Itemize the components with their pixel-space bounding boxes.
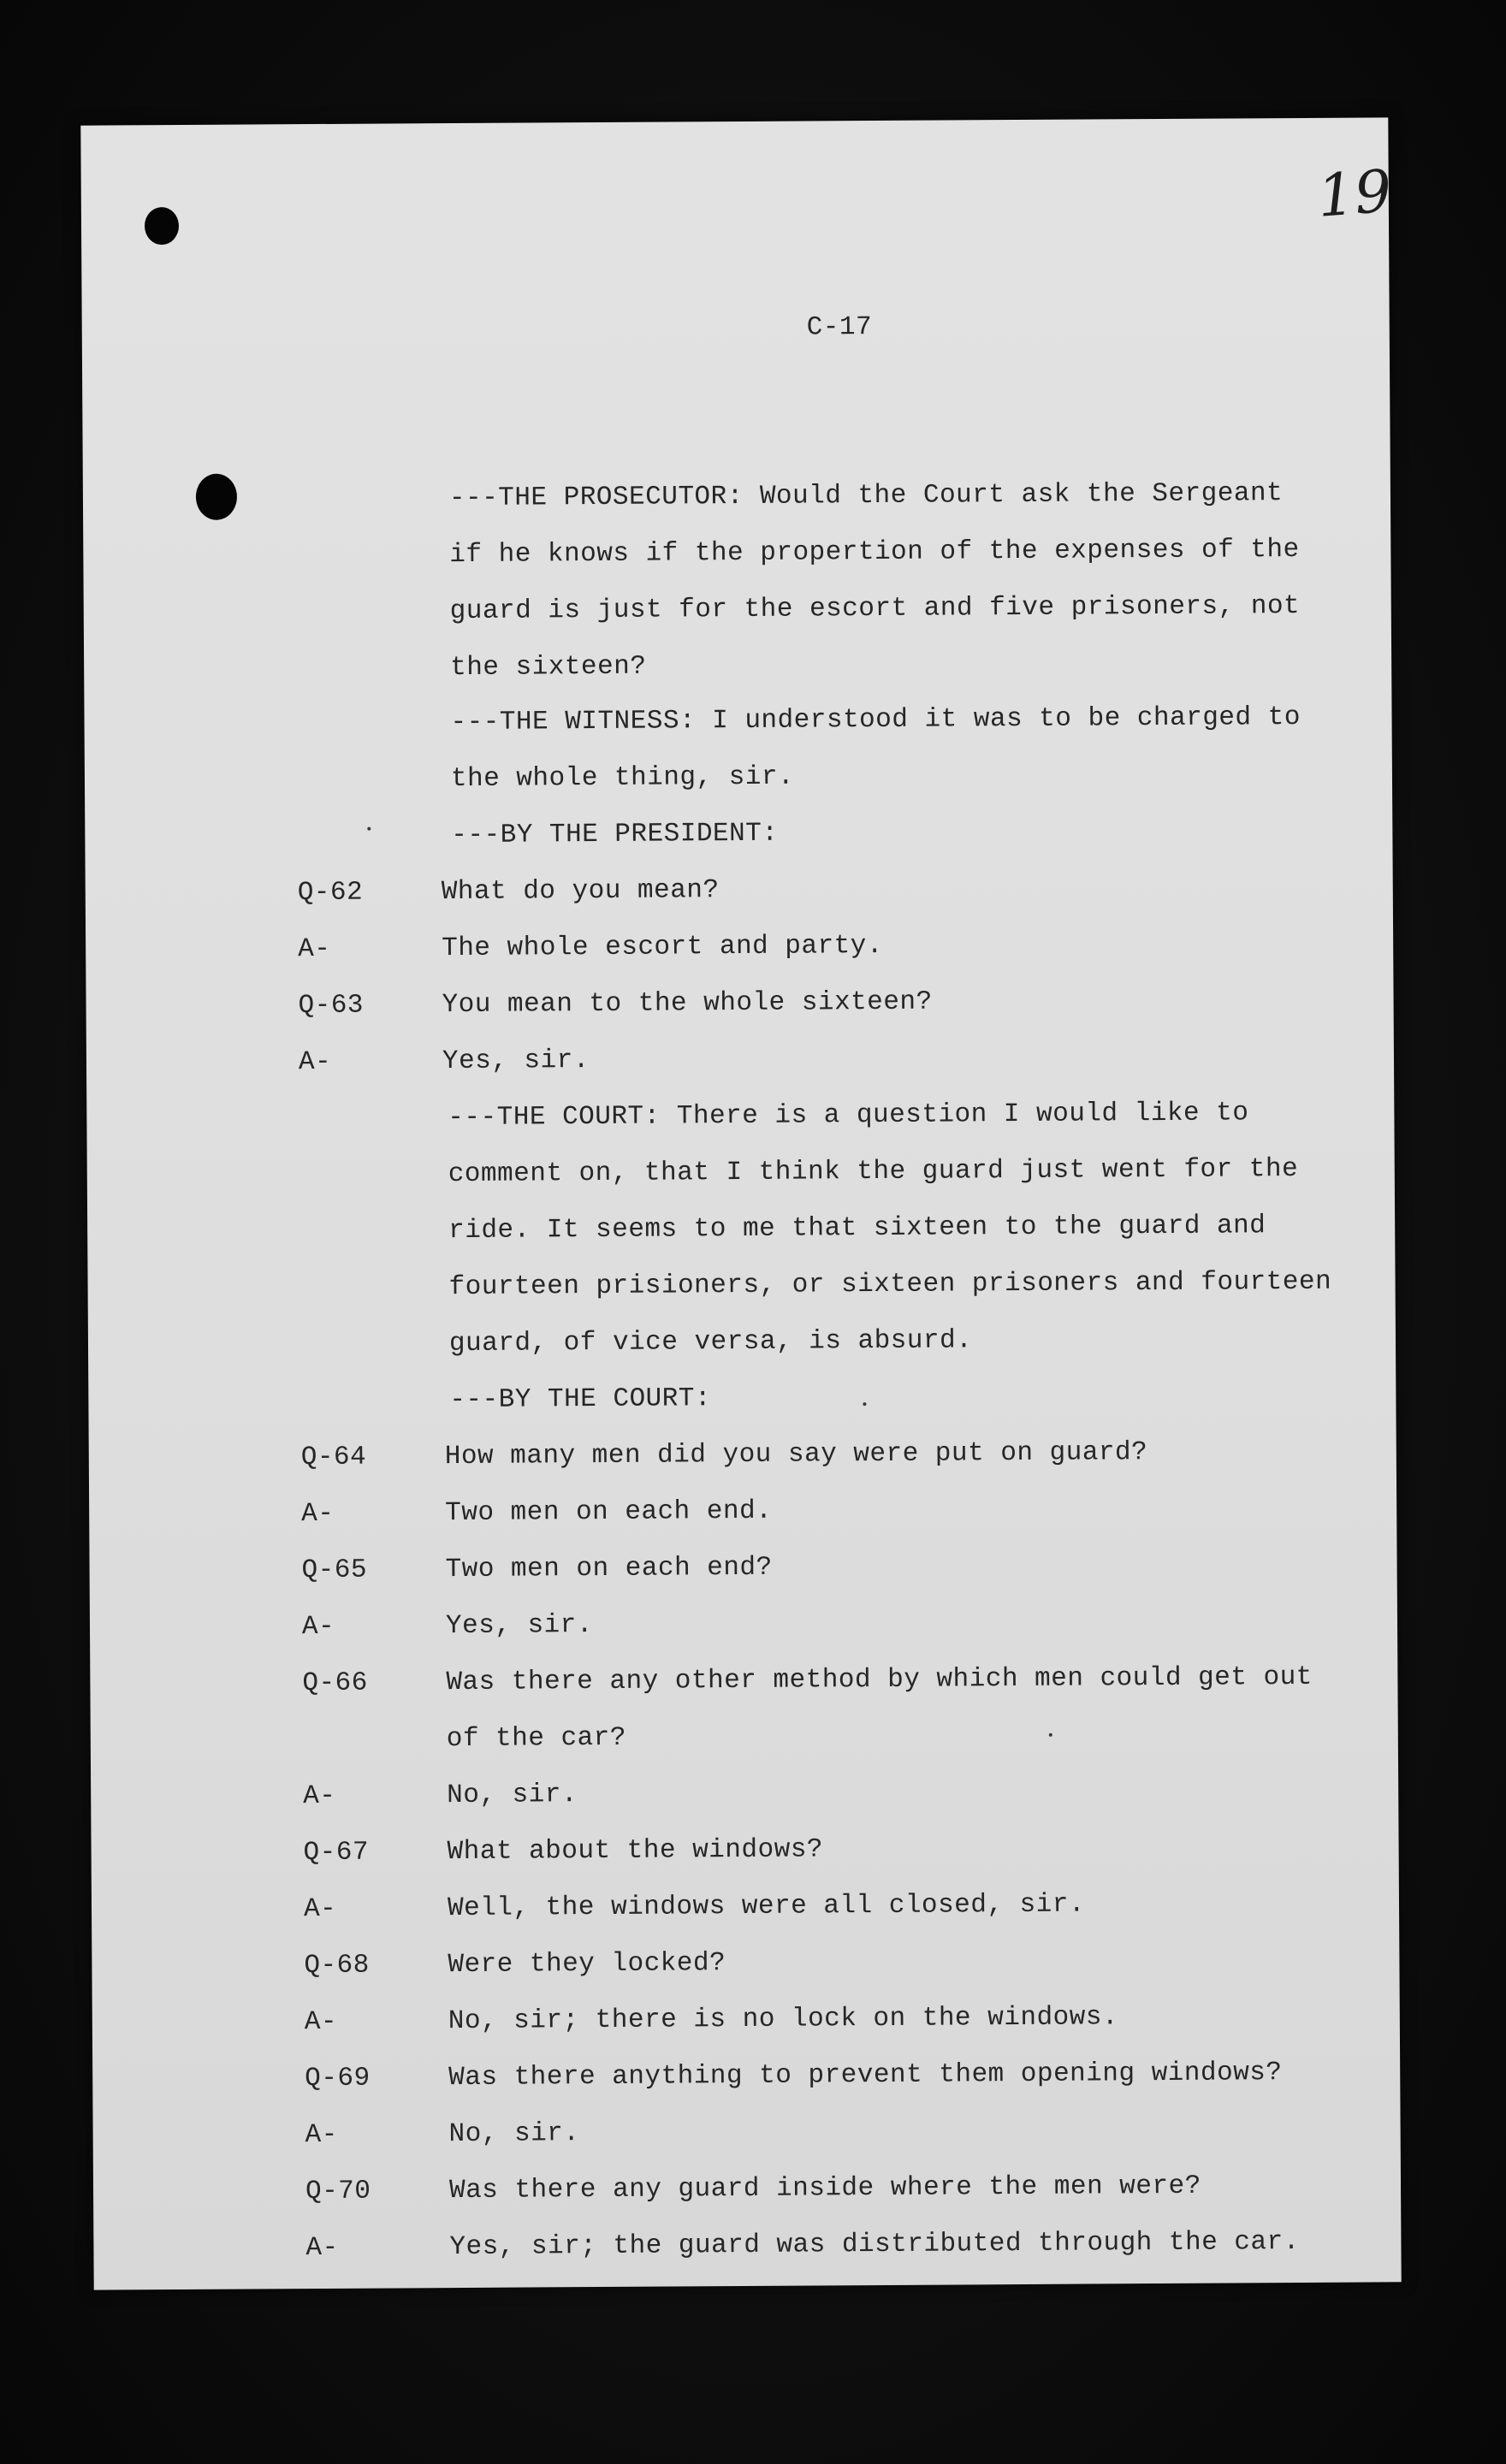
qa-label: Q-65 (301, 1555, 368, 1586)
qa-row (299, 1028, 1385, 1091)
text-line: ---THE COURT: There is a question I would like to (448, 1098, 1249, 1134)
punch-hole-top (145, 207, 179, 245)
qa-text: Was there anything to prevent them opening windows? (448, 2058, 1283, 2094)
qa-row (301, 1479, 1388, 1543)
text-line: if he knows if the propertion of the expenses of the (449, 534, 1300, 571)
qa-label: A- (301, 1498, 335, 1530)
qa-row (301, 1536, 1388, 1599)
qa-label: A- (303, 1893, 337, 1925)
text-line: comment on, that I think the guard just went for the (448, 1154, 1299, 1190)
text-line: the whole thing, sir. (450, 761, 795, 795)
qa-label: A- (304, 2006, 338, 2038)
qa-text: Was there any guard inside where the men were? (448, 2171, 1201, 2206)
qa-label: Q-70 (305, 2176, 371, 2207)
qa-label: A- (298, 1046, 332, 1078)
qa-label: Q-64 (300, 1442, 367, 1473)
text-line: guard, of vice versa, is absurd. (448, 1325, 973, 1359)
scan-speck (863, 1402, 866, 1406)
qa-label: A- (305, 2119, 338, 2151)
qa-text: How many men did you say were put on guard? (444, 1437, 1148, 1472)
qa-label: Q-68 (304, 1950, 370, 1981)
qa-label: Q-66 (302, 1667, 368, 1699)
text-line: guard is just for the escort and five prisoners, not (449, 590, 1301, 627)
qa-row (304, 1875, 1390, 1938)
text-line: ---BY THE COURT: (449, 1383, 712, 1416)
qa-text: What about the windows? (447, 1834, 824, 1868)
qa-row (303, 1762, 1390, 1825)
court-statement (448, 1085, 1356, 1372)
scan-speck (1049, 1733, 1052, 1737)
section-heading-president (451, 803, 1358, 864)
qa-label: Q-62 (297, 877, 364, 909)
qa-row (305, 2213, 1392, 2277)
section-heading-court (449, 1367, 1356, 1429)
qa-row (305, 1987, 1391, 2051)
text-line: ---THE PROSECUTOR: Would the Court ask the Sergeant (448, 478, 1284, 514)
qa-text: What do you mean? (441, 875, 720, 908)
qa-row (302, 1592, 1389, 1656)
qa-text: Was there any other method by which men could get out (446, 1661, 1313, 1698)
page-label: C-17 (806, 312, 873, 343)
qa-label: Q-63 (298, 990, 365, 1022)
qa-text: No, sir; there is no lock on the windows. (448, 2002, 1119, 2037)
document-page (80, 117, 1401, 2289)
qa-text: Two men on each end? (445, 1552, 773, 1585)
qa-row (305, 2100, 1391, 2164)
prosecutor-statement (449, 465, 1358, 696)
qa-label: A- (305, 2232, 339, 2264)
qa-text: Yes, sir; the guard was distributed through the car. (449, 2227, 1300, 2263)
qa-text: Were they locked? (448, 1948, 726, 1981)
text-line: ride. It seems to me that sixteen to the guard and (448, 1211, 1266, 1247)
qa-text: Two men on each end. (445, 1496, 773, 1529)
text-line: the sixteen? (450, 651, 647, 684)
qa-row (303, 1818, 1390, 1881)
qa-row (298, 971, 1384, 1034)
qa-text-continuation: of the car? (446, 1722, 627, 1755)
handwritten-folio-number: 19 (1314, 157, 1395, 231)
qa-text: Yes, sir. (445, 1610, 594, 1642)
witness-statement (450, 690, 1358, 808)
qa-label: A- (303, 1780, 336, 1812)
scan-speck (367, 827, 371, 831)
qa-row (301, 1423, 1388, 1486)
text-line: fourteen prisioners, or sixteen prisoners and fourteen (448, 1266, 1332, 1303)
qa-row (304, 1931, 1390, 1994)
text-line: ---BY THE PRESIDENT: (451, 818, 779, 851)
qa-label: Q-69 (305, 2063, 371, 2094)
qa-label: Q-67 (303, 1837, 370, 1869)
punch-hole-middle (196, 474, 237, 520)
qa-text: You mean to the whole sixteen? (442, 986, 933, 1021)
qa-row (298, 858, 1384, 921)
qa-row (305, 2044, 1391, 2107)
qa-row (298, 915, 1384, 978)
qa-row (302, 1649, 1390, 1768)
qa-label: A- (301, 1611, 335, 1643)
qa-text: Yes, sir. (442, 1045, 590, 1077)
qa-label: A- (298, 933, 331, 965)
qa-text: No, sir. (447, 1780, 578, 1811)
qa-row (305, 2157, 1392, 2220)
text-line: ---THE WITNESS: I understood it was to be charged to (450, 702, 1301, 738)
qa-text: No, sir. (448, 2118, 580, 2150)
qa-text: The whole escort and party. (442, 930, 884, 964)
qa-text: Well, the windows were all closed, sir. (447, 1889, 1086, 1924)
